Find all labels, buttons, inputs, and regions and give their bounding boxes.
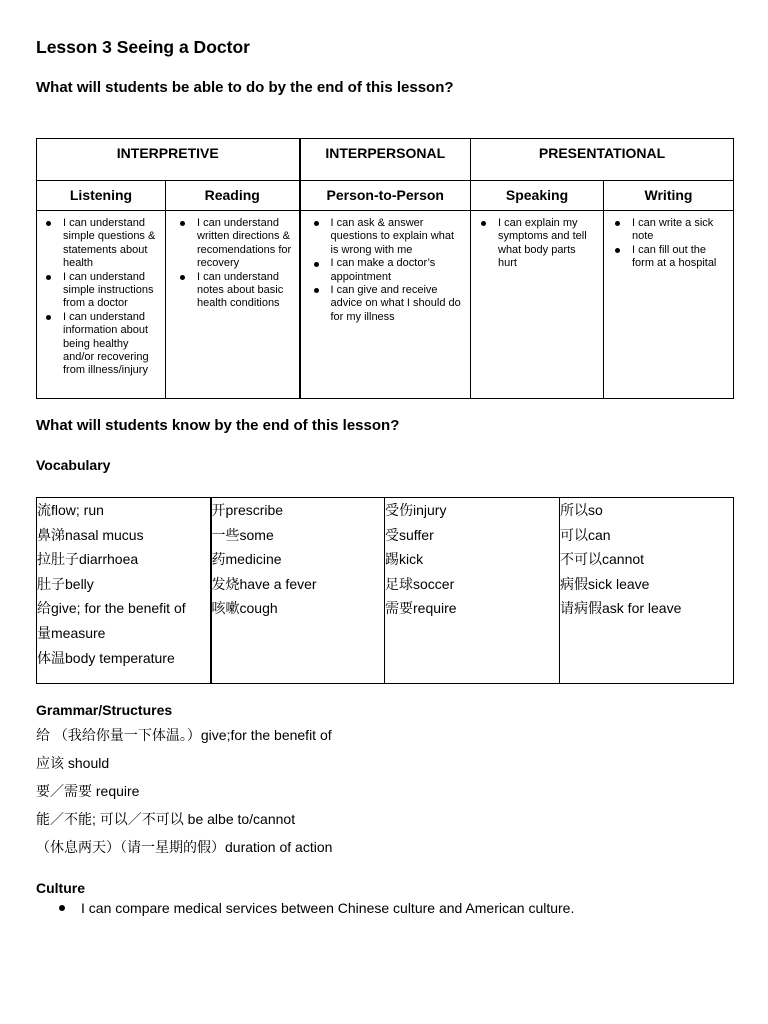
culture-list — [81, 899, 574, 917]
vocab-entry: 鼻涕nasal mucus — [37, 526, 144, 543]
vocab-entry: 需要require — [385, 600, 457, 617]
speaking-statements — [471, 211, 604, 399]
grammar-structures-list — [36, 721, 332, 861]
list-item: I can understand simple questions & statements about health — [48, 217, 161, 271]
vocab-entry: 拉肚子diarrhoea — [37, 551, 139, 568]
question-can-do: What will students be able to do by the end of this lesson? — [36, 79, 454, 96]
list-item: I can understand written directions & recomendations for recovery — [182, 217, 295, 271]
vocabulary-heading: Vocabulary — [36, 457, 111, 473]
list-item: I can give and receive advice on what I should do for my illness — [316, 284, 464, 324]
writing-list — [617, 217, 721, 271]
skills-row — [37, 181, 734, 211]
vocab-entry: 受suffer — [385, 526, 434, 543]
listening-list — [48, 217, 161, 378]
grammar-heading: Grammar/Structures — [36, 702, 173, 718]
vocabulary-column-2 — [211, 498, 385, 684]
culture-heading: Culture — [36, 880, 85, 896]
vocab-entry: 药medicine — [211, 551, 282, 568]
can-do-statements-row — [37, 211, 734, 399]
vocab-entry: 所以so — [560, 502, 603, 518]
vocabulary-column-1 — [37, 498, 211, 684]
vocab-entry: 量measure — [37, 624, 106, 641]
person-to-person-list — [316, 217, 464, 324]
list-item: I can understand simple instructions from a doctor — [48, 271, 161, 311]
speaking-list — [483, 217, 591, 271]
listening-statements — [37, 211, 166, 399]
list-item: I can ask & answer questions to explain what is wrong with me — [316, 217, 464, 257]
vocab-entry: 一些some — [211, 526, 274, 543]
list-item: I can make a doctor’s appointment — [316, 257, 464, 284]
modes-row — [37, 139, 734, 181]
can-do-table — [36, 138, 734, 399]
vocab-entry: 给give; for the benefit of — [37, 600, 186, 617]
grammar-line: 给 （我给你量一下体温。）give;for the benefit of — [36, 727, 332, 743]
vocab-entry: 咳嗽cough — [211, 600, 278, 617]
grammar-line: 要／需要 require — [36, 783, 140, 799]
writing-statements — [604, 211, 734, 399]
vocab-entry: 可以can — [560, 526, 611, 543]
list-item: I can compare medical services between Chinese culture and American culture. — [81, 900, 575, 916]
list-item: I can write a sick note — [617, 217, 721, 244]
vocabulary-column-4 — [560, 498, 734, 684]
vocab-entry: 流flow; run — [37, 502, 104, 518]
grammar-line: （休息两天）（请一星期的假）duration of action — [36, 839, 333, 855]
vocab-entry: 请病假ask for leave — [560, 600, 682, 617]
vocab-entry: 肚子belly — [37, 575, 94, 592]
reading-list — [182, 217, 295, 311]
skill-writing: Writing — [604, 181, 734, 211]
list-item: I can fill out the form at a hospital — [617, 244, 721, 271]
mode-interpersonal: INTERPERSONAL — [300, 139, 471, 181]
skill-listening: Listening — [37, 181, 166, 211]
skill-reading: Reading — [166, 181, 300, 211]
vocabulary-column-3 — [385, 498, 560, 684]
grammar-line: 能／不能; 可以／不可以 be albe to/cannot — [36, 811, 296, 827]
skill-person-to-person: Person-to-Person — [300, 181, 471, 211]
vocab-entry: 不可以cannot — [560, 551, 645, 568]
vocab-entry: 开prescribe — [211, 502, 284, 518]
list-item: I can understand notes about basic health conditions — [182, 271, 295, 311]
vocabulary-table — [36, 497, 734, 684]
mode-presentational: PRESENTATIONAL — [471, 139, 734, 181]
list-item: I can understand information about being healthy and/or recovering from illness/injury — [48, 311, 161, 378]
reading-statements — [166, 211, 300, 399]
grammar-line: 应该 should — [36, 755, 110, 771]
mode-interpretive: INTERPRETIVE — [37, 139, 300, 181]
page-title: Lesson 3 Seeing a Doctor — [36, 37, 250, 57]
skill-speaking: Speaking — [471, 181, 604, 211]
vocab-entry: 踢kick — [385, 551, 424, 568]
person-to-person-statements — [300, 211, 471, 399]
vocab-entry: 足球soccer — [385, 575, 455, 592]
vocab-entry: 病假sick leave — [560, 575, 650, 592]
question-know: What will students know by the end of this lesson? — [36, 417, 400, 434]
vocab-entry: 发烧have a fever — [211, 575, 317, 592]
vocabulary-row — [37, 498, 734, 684]
vocab-entry: 受伤injury — [385, 502, 447, 518]
list-item: I can explain my symptoms and tell what body parts hurt — [483, 217, 591, 271]
vocab-entry: 体温body temperature — [37, 649, 175, 666]
